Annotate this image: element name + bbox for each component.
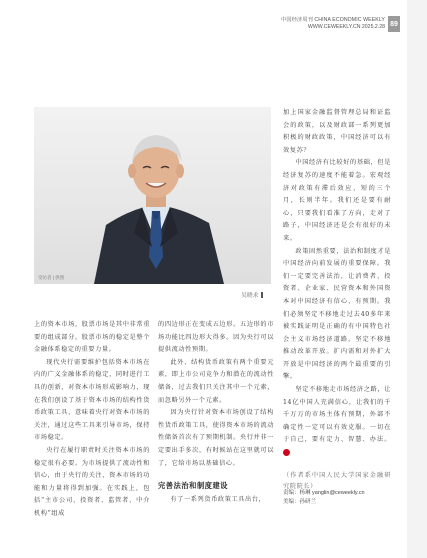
caption-divider	[261, 292, 263, 298]
photo-credit: 受访者 | 供图	[38, 275, 65, 280]
paragraph: 现代央行需要维护包括资本市场在内的广义金融体系的稳定，同时进行工具的创新，对资本市场形成影响力，现在我们创设了基于资本市场的结构性货币政策工具，意味着央行对资本市场的关注，通过这些工具来引导市场，保持市场稳定。	[34, 358, 150, 442]
photo-caption	[241, 290, 263, 299]
portrait-photo	[34, 107, 271, 284]
magazine-title: 中国经济周刊 CHINA ECONOMIC WEEKLY	[281, 17, 385, 23]
paragraph: 有了一系列货币政策工具出台，	[170, 495, 266, 503]
page-header	[281, 16, 385, 30]
paragraph: 因为央行针对资本市场创设了结构性货币政策工具，使得资本市场的流动性储备首次有了预期机制。央行并非一定要出手多次，有时候站在这里就可以了，它给市场以基础信心。	[158, 409, 274, 467]
paragraph: 上的资本市场，股票市场是其中非常重要的组成部分，股票市场的稳定是整个金融体系稳定的重要力量。	[34, 321, 150, 354]
paragraph-text: 坚定不移地走市场经济之路，让14亿中国人充满信心，让我们的千千万万的市场主体有预期，外部不确定性一定可以有效克服。一切在于自己，要有定力、智慧、办法。	[283, 386, 391, 444]
page-edge	[407, 0, 427, 558]
text-column-2	[158, 319, 274, 506]
editor-credits	[283, 489, 365, 507]
author-note: （作者系中国人民大学国家金融研究院院长）	[283, 471, 391, 490]
paragraph: 政策固然重要，法治和制度才是中国经济向前发展的重要保障。我们一定要完善法治，让消费者、投资者、企业家、民营资本和外国资本对中国经济有信心、有预期。我们必须坚定不移地走过去40多年来被实践证明是正确的有中国特色社会主义市场经济道路。坚定不移地推动改革开放。扩内需和对外扩大开放是中国经济的两个最重要的引擎。	[283, 247, 391, 381]
portrait-illustration	[34, 107, 271, 284]
paragraph: 此外，结构货币政策有两个重要元素，即上市公司竞争力和潜在的流动性储备，过去我们只关注其中一个元素，而忽略另外一个元素。	[158, 358, 274, 404]
paragraph-final	[283, 384, 391, 460]
text-column-1	[34, 319, 150, 521]
paragraph: 央行在履行职责时关注资本市场的稳定很有必要。为市场提供了流动性和信心，由于央行的关注，资本市场的功能和力量将得到加强。在实践上，包括“主市公司、投资者、监管者、中介机构”组成	[34, 446, 150, 517]
issue-url-date: WWW.CEWEEKLY.CN 2025.2.28	[307, 24, 385, 30]
editor-line: 责编：杨琳 yanglin@ceweekly.cn	[283, 490, 365, 496]
designer-line: 美编：孙研兰	[283, 499, 317, 505]
page-number: 89	[388, 16, 400, 32]
section-heading: 完善法治和制度建设	[158, 481, 229, 491]
text-column-3	[283, 107, 391, 492]
end-mark-icon	[283, 449, 290, 456]
paragraph: 的四边形正在变成五边形。五边形的市场功能比四边形大得多。因为央行可以提供流动性预期。	[158, 321, 274, 354]
caption-text: 吴晓求	[241, 293, 259, 299]
paragraph: 中国经济有比较好的基础，但是经济复苏的速度不能着急。宏观经济对政策有滞后效应，短的三个月，长则半年。我们还是要有耐心，只要我们看准了方向，走对了路子，中国经济还是会有很好的未来。	[283, 159, 391, 242]
paragraph: 加上国家金融监督管理总局和证监会的政策，以及财政部一系列更加积极的财政政策，中国经济可以有效复苏？	[283, 109, 391, 154]
